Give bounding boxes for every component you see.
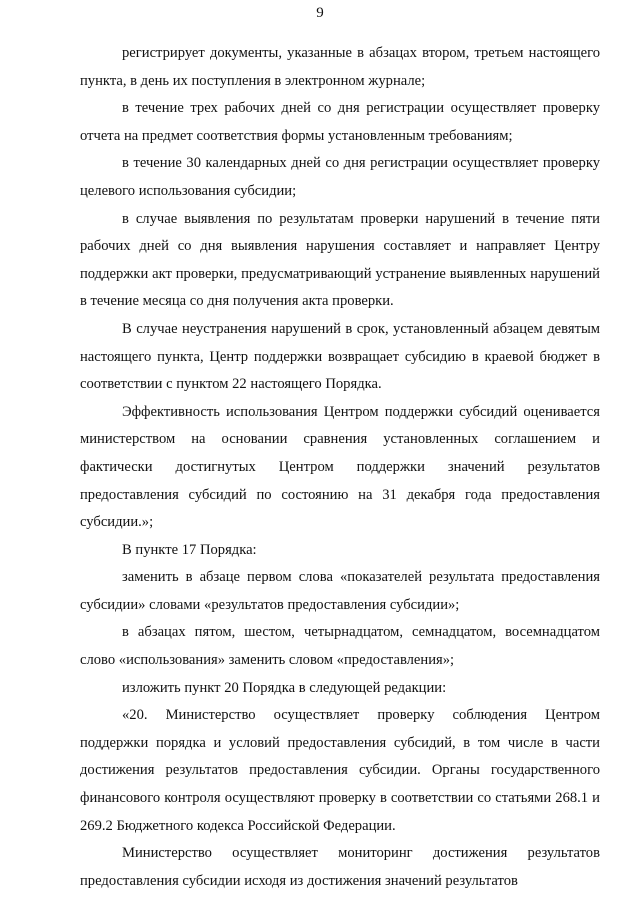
document-body [80,40,600,895]
paragraph: в течение трех рабочих дней со дня регистрации осуществляет проверку отчета на предмет соответствия формы установленным требованиям; [80,100,600,144]
paragraph: В случае неустранения нарушений в срок, установленный абзацем девятым настоящего пункта, Центр поддержки возвращает субсидию в краевой бюджет в соответствии с пунктом 22 настоящего Порядка. [80,320,600,393]
paragraph: заменить в абзаце первом слова «показателей результата предоставления субсидии» словами «результатов предоставления субсидии»; [80,569,600,613]
paragraph: в абзацах пятом, шестом, четырнадцатом, семнадцатом, восемнадцатом слово «использования» заменить словом «предоставления»; [80,624,600,669]
paragraph: В пункте 17 Порядка: [122,541,257,558]
paragraph: Министерство осуществляет мониторинг достижения результатов предоставления субсидии исходя из достижения значений результатов [80,845,600,889]
paragraph: в течение 30 календарных дней со дня регистрации осуществляет проверку целевого использования субсидии; [80,155,600,199]
paragraph: изложить пункт 20 Порядка в следующей редакции: [122,679,447,696]
paragraph: Эффективность использования Центром поддержки субсидий оценивается министерством на основании сравнения установленных соглашением и фактически достигнутых Центром поддержки значений результатов предоставления субсидий по состоянию на 31 декабря года предоставления субсидии.»; [80,403,600,531]
paragraph: в случае выявления по результатам проверки нарушений в течение пяти рабочих дней со дня выявления нарушения составляет и направляет Центру поддержки акт проверки, предусматривающий устранение выявленных нарушений в течение месяца со дня получения акта проверки. [80,210,600,310]
paragraph: «20. Министерство осуществляет проверку соблюдения Центром поддержки порядка и условий предоставления субсидий, в том числе в части достижения результатов предоставления субсидии. Органы государственного финансового контроля осуществляют проверку в соответствии со статьями 268.1 и 269.2 Бюджетного кодекса Российской Федерации. [80,707,600,834]
paragraph: регистрирует документы, указанные в абзацах втором, третьем настоящего пункта, в день их поступления в электронном журнале; [80,45,600,89]
page-number: 9 [316,5,324,21]
